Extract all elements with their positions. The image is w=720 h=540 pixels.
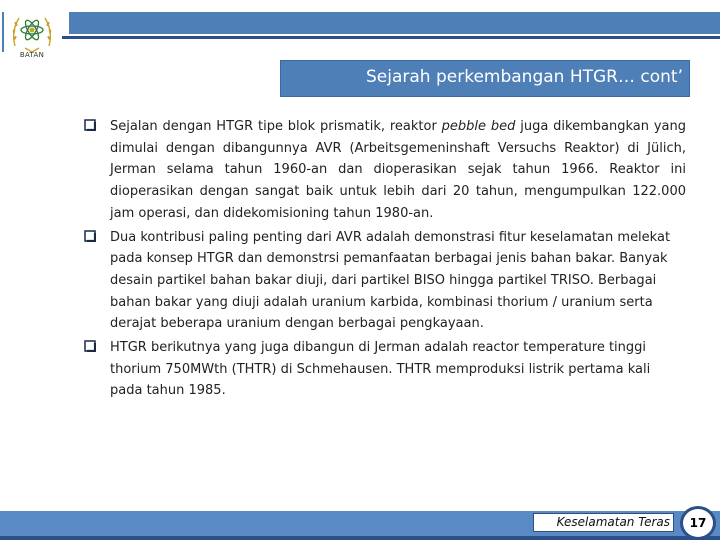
list-item [86, 337, 686, 402]
page-number: 17 [680, 506, 716, 540]
bullet-text-emphasis: pebble bed [441, 119, 516, 134]
footer-rule [0, 536, 720, 540]
title-box [280, 60, 690, 97]
checkbox-bullet-icon [84, 230, 96, 242]
bullet-list [86, 116, 686, 404]
bullet-text: HTGR berikutnya yang juga dibangun di Jerman adalah reactor temperature tinggi thorium 750MWth (THTR) di Schmehausen. THTR memproduksi listrik pertama kali pada tahun 1985. [110, 340, 651, 399]
checkbox-bullet-icon [84, 340, 96, 352]
checkbox-bullet-icon [84, 119, 96, 131]
logo-caption: BATAN [19, 51, 45, 59]
list-item [86, 116, 686, 225]
bullet-text-run: juga dikembangkan yang dimulai dengan dibangunnya AVR (Arbeitsgemeninshaft Versuchs Reaktor) di Jülich, Jerman selama tahun 1960-an dan dioperasikan sejak tahun 1966. Reaktor ini dioperasikan dengan sangat baik untuk lebih dari 20 tahun, mengumpulkan 122.000 jam operasi, dan didekomisioning tahun 1980-an. [110, 119, 686, 221]
page-title: Sejarah perkembangan HTGR… cont’ [366, 67, 683, 87]
bullet-text [110, 116, 686, 225]
header-rule [62, 36, 720, 39]
footer-label: Keselamatan Teras [533, 513, 674, 532]
header-band [66, 12, 720, 34]
left-accent-rule [2, 12, 4, 52]
bullet-text-run: Sejalan dengan HTGR tipe blok prismatik, reaktor [110, 119, 442, 134]
bullet-text: Dua kontribusi paling penting dari AVR adalah demonstrasi fitur keselamatan melekat pada konsep HTGR dan demonstrsi pemanfaatan berbagai jenis bahan bakar. Banyak desain partikel bahan bakar diuji, dari partikel BISO hingga partikel TRISO. Berbagai bahan bakar yang diuji adalah uranium karbida, kombinasi thorium / uranium serta derajat beberapa uranium dengan berbagai pengkayaan. [110, 229, 671, 332]
list-item [86, 227, 686, 336]
